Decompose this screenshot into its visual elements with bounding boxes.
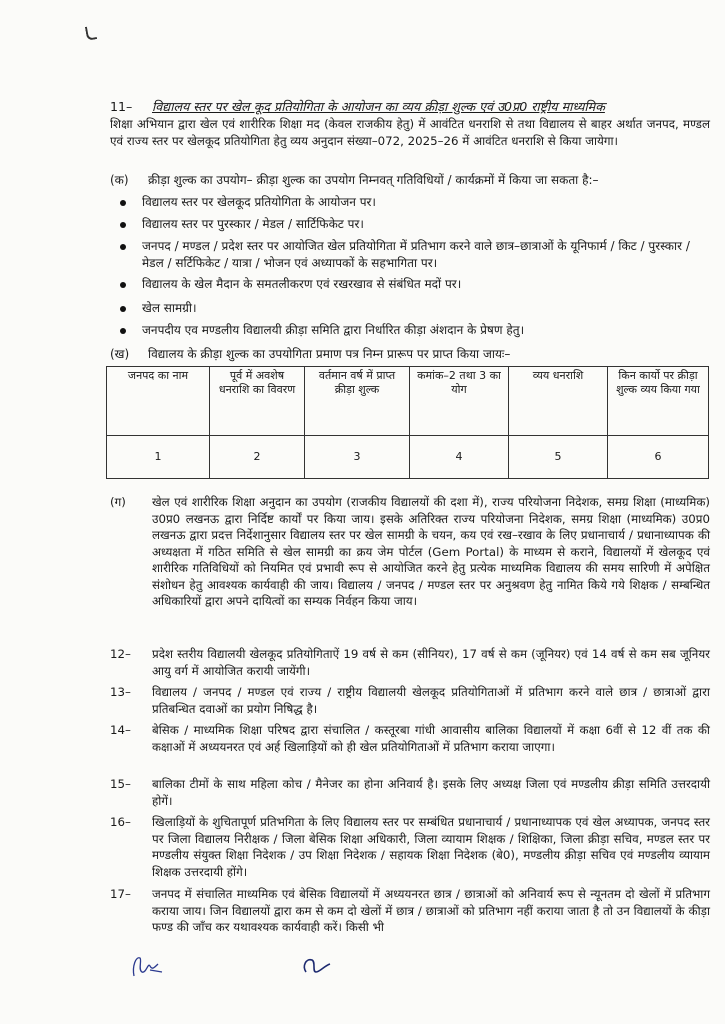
bullet-icon xyxy=(120,200,126,206)
list-item: जनपद / मण्डल / प्रदेश स्तर पर आयोजित खेल प्रतियोगिता में प्रतिभाग करने वाले छात्र–छात्राओं के यूनिफार्म / किट / पुरस्कार / मेडल / सर्टिफिकेट / यात्रा / भोजन एवं अध्यापकों के सहभागिता पर। xyxy=(120,238,710,271)
item-number: 12– xyxy=(110,647,131,661)
table-cell: 1 xyxy=(107,436,210,479)
handwritten-signature xyxy=(300,952,334,978)
list-item: खेल सामग्री। xyxy=(120,300,710,317)
list-item: विद्यालय के खेल मैदान के समतलीकरण एवं रखरखाव से संबंधित मदों पर। xyxy=(120,276,710,293)
table-header-cell: कमांक–2 तथा 3 का योग xyxy=(410,367,509,436)
list-item: विद्यालय स्तर पर खेलकूद प्रतियोगिता के आयोजन पर। xyxy=(120,194,710,211)
bullet-icon xyxy=(120,244,126,250)
heading-title: विद्यालय स्तर पर खेल कूद प्रतियोगिता के आयोजन का व्यय क्रीड़ा शुल्क एवं उ0प्र0 राष्ट्रीय माध्यमिक xyxy=(152,99,605,114)
section-kha-text: विद्यालय के क्रीड़ा शुल्क का उपयोगिता प्रमाण पत्र निम्न प्रारूप पर प्राप्त किया जायः– xyxy=(148,347,511,361)
table-header-row xyxy=(107,367,709,436)
item-number: 15– xyxy=(110,777,131,791)
table-cell: 6 xyxy=(608,436,709,479)
item-text: बालिका टीमों के साथ महिला कोच / मैनेजर का होना अनिवार्य है। इसके लिए अध्यक्ष जिला एवं मण्डलीय क्रीड़ा समिति उत्तरदायी होगें। xyxy=(152,777,710,808)
table-header-cell: जनपद का नाम xyxy=(107,367,210,436)
table-header-cell: पूर्व में अवशेष धनराशि का विवरण xyxy=(210,367,305,436)
intro-paragraph: शिक्षा अभियान द्वारा खेल एवं शारीरिक शिक्षा मद (केवल राजकीय हेतु) में आवंटित धनराशि से तथा विद्यालय से बाहर अर्थात जनपद, मण्डल एवं राज्य स्तर पर खेलकूद प्रतियोगिता हेतु व्यय अनुदान संख्या–072, 2025–26 में आवंटित धनराशि से किया जायेगा। xyxy=(110,117,710,148)
table-cell: 5 xyxy=(509,436,608,479)
bullet-icon xyxy=(120,306,126,312)
section-ga-text: खेल एवं शारीरिक शिक्षा अनुदान का उपयोग (राजकीय विद्यालयों की दशा में), राज्य परियोजना निदेशक, समग्र शिक्षा (माध्यमिक) उ0प्र0 लखनऊ द्वारा निर्दिष्ट कार्यों पर किया जाय। इसके अतिरिक्त राज्य परियोजना निदेशक, समग्र शिक्षा (माध्यमिक) उ0प्र0 लखनऊ द्वारा प्रदत्त निर्देशानुसार विद्यालय स्तर पर खेल सामग्री के चयन, कय एवं रख–रखाव के लिए प्रधानाचार्य / प्रधानाध्यापक की अध्यक्षता में गठित समिति से खेल सामग्री का क्रय जेम पोर्टल (Gem Portal) के माध्यम से कराने, विद्यालयों में खेलकूद एवं शारीरिक गतिविधियों को नियमित एवं प्रभावी रूप से आयोजित करने हेतु प्रत्येक माध्यमिक विद्यालय की समय सारिणी में अपेक्षित संशोधन हेतु आवश्यक कार्यवाही की जाय। विद्यालय / जनपद / मण्डल स्तर पर अनुश्रवण हेतु नामित किये गये शिक्षक / सम्बन्धित अधिकारियों द्वारा अपने दायित्वों का सम्यक निर्वहन किया जाय। xyxy=(152,495,710,608)
list-item: विद्यालय स्तर पर पुरस्कार / मेडल / सार्टिफिकेट पर। xyxy=(120,216,710,233)
table-header-cell: वर्तमान वर्ष में प्राप्त क्रीड़ा शुल्क xyxy=(305,367,410,436)
list-item xyxy=(110,886,710,936)
utilization-certificate-table xyxy=(106,366,709,479)
section-kha-label: (ख) xyxy=(110,347,130,361)
corner-tick-mark xyxy=(85,25,97,41)
section-ga xyxy=(110,494,710,610)
list-item xyxy=(110,646,710,679)
table-cell: 3 xyxy=(305,436,410,479)
item-text: खिलाड़ियों के शुचितापूर्ण प्रतिभगिता के लिए विद्यालय स्तर पर सम्बंधित प्रधानाचार्य / प्रधानाध्यापक एवं खेल अध्यापक, जनपद स्तर पर जिला विद्यालय निरीक्षक / जिला बेसिक शिक्षा अधिकारी, जिला व्यायाम शिक्षक / शिक्षिका, जिला क्रीड़ा सचिव, मण्डल स्तर पर मण्डलीय संयुक्त शिक्षा निदेशक / उप शिक्षा निदेशक / सहायक शिक्षा निदेशक (बे0), मण्डलीय क्रीड़ा सचिव एवं मण्डलीय व्यायाम शिक्षक उत्तरदायी होंगे। xyxy=(152,815,710,879)
section-ga-label: (ग) xyxy=(110,495,126,509)
item-number: 17– xyxy=(110,887,131,901)
table-cell: 2 xyxy=(210,436,305,479)
list-item xyxy=(110,722,710,755)
item-number: 16– xyxy=(110,815,131,829)
section-ka-label: (क) xyxy=(110,173,129,187)
list-item xyxy=(110,776,710,809)
item-text: बेसिक / माध्यमिक शिक्षा परिषद द्वारा संचालित / कस्तूरबा गांधी आवासीय बालिका विद्यालयों में कक्षा 6वीं से 12 वीं तक की कक्षाओं में अध्ययनरत एवं अर्ह खिलाड़ियों को ही खेल प्रतियोगिताओं में प्रतिभाग कराया जाएगा। xyxy=(152,723,710,754)
heading-number: 11– xyxy=(110,99,133,114)
initials-signature xyxy=(128,948,168,982)
table-row xyxy=(107,436,709,479)
list-item: जनपदीय एव मण्डलीय विद्यालयी क्रीड़ा समिति द्वारा निर्धारित कीड़ा अंशदान के प्रेषण हेतु। xyxy=(120,322,710,339)
table-cell: 4 xyxy=(410,436,509,479)
bullet-icon xyxy=(120,282,126,288)
item-number: 14– xyxy=(110,723,131,737)
bullet-icon xyxy=(120,328,126,334)
table-header-cell: किन कार्यो पर क्रीड़ा शुल्क व्यय किया गया xyxy=(608,367,709,436)
item-number: 13– xyxy=(110,685,131,699)
list-item xyxy=(110,814,710,880)
section-ka-text: क्रीड़ा शुल्क का उपयोग– क्रीड़ा शुल्क का उपयोग निम्नवत् गतिविधियों / कार्यक्रमों में किया जा सकता है:– xyxy=(148,173,599,187)
item-text: प्रदेश स्तरीय विद्यालयी खेलकूद प्रतियोगिताऐं 19 वर्ष से कम (सीनियर), 17 वर्ष से कम (जूनियर) एवं 14 वर्ष से कम सब जूनियर आयु वर्ग में आयोजित करायी जायेंगी। xyxy=(152,647,710,678)
item-text: जनपद में संचालित माध्यमिक एवं बेसिक विद्यालयों में अध्ययनरत छात्र / छात्राओं को अनिवार्य रूप से न्यूनतम दो खेलों में प्रतिभाग कराया जाय। जिन विद्यालयों द्वारा कम से कम दो खेलों में छात्र / छात्राओं को प्रतिभाग नहीं कराया जाता है तो उन विद्यालयों के कीड़ा फण्ड की जाँच कर यथावश्यक कार्यवाही करें। किसी भी xyxy=(152,887,710,934)
item-text: विद्यालय / जनपद / मण्डल एवं राज्य / राष्ट्रीय विद्यालयी खेलकूद प्रतियोगिताओं में प्रतिभाग करने वाले छात्र / छात्राओं द्वारा प्रतिबन्धित दवाओं का प्रयोग निषिद्ध है। xyxy=(152,685,710,716)
table-header-cell: व्यय धनराशि xyxy=(509,367,608,436)
list-item xyxy=(110,684,710,717)
bullet-icon xyxy=(120,222,126,228)
section-heading xyxy=(110,98,700,116)
